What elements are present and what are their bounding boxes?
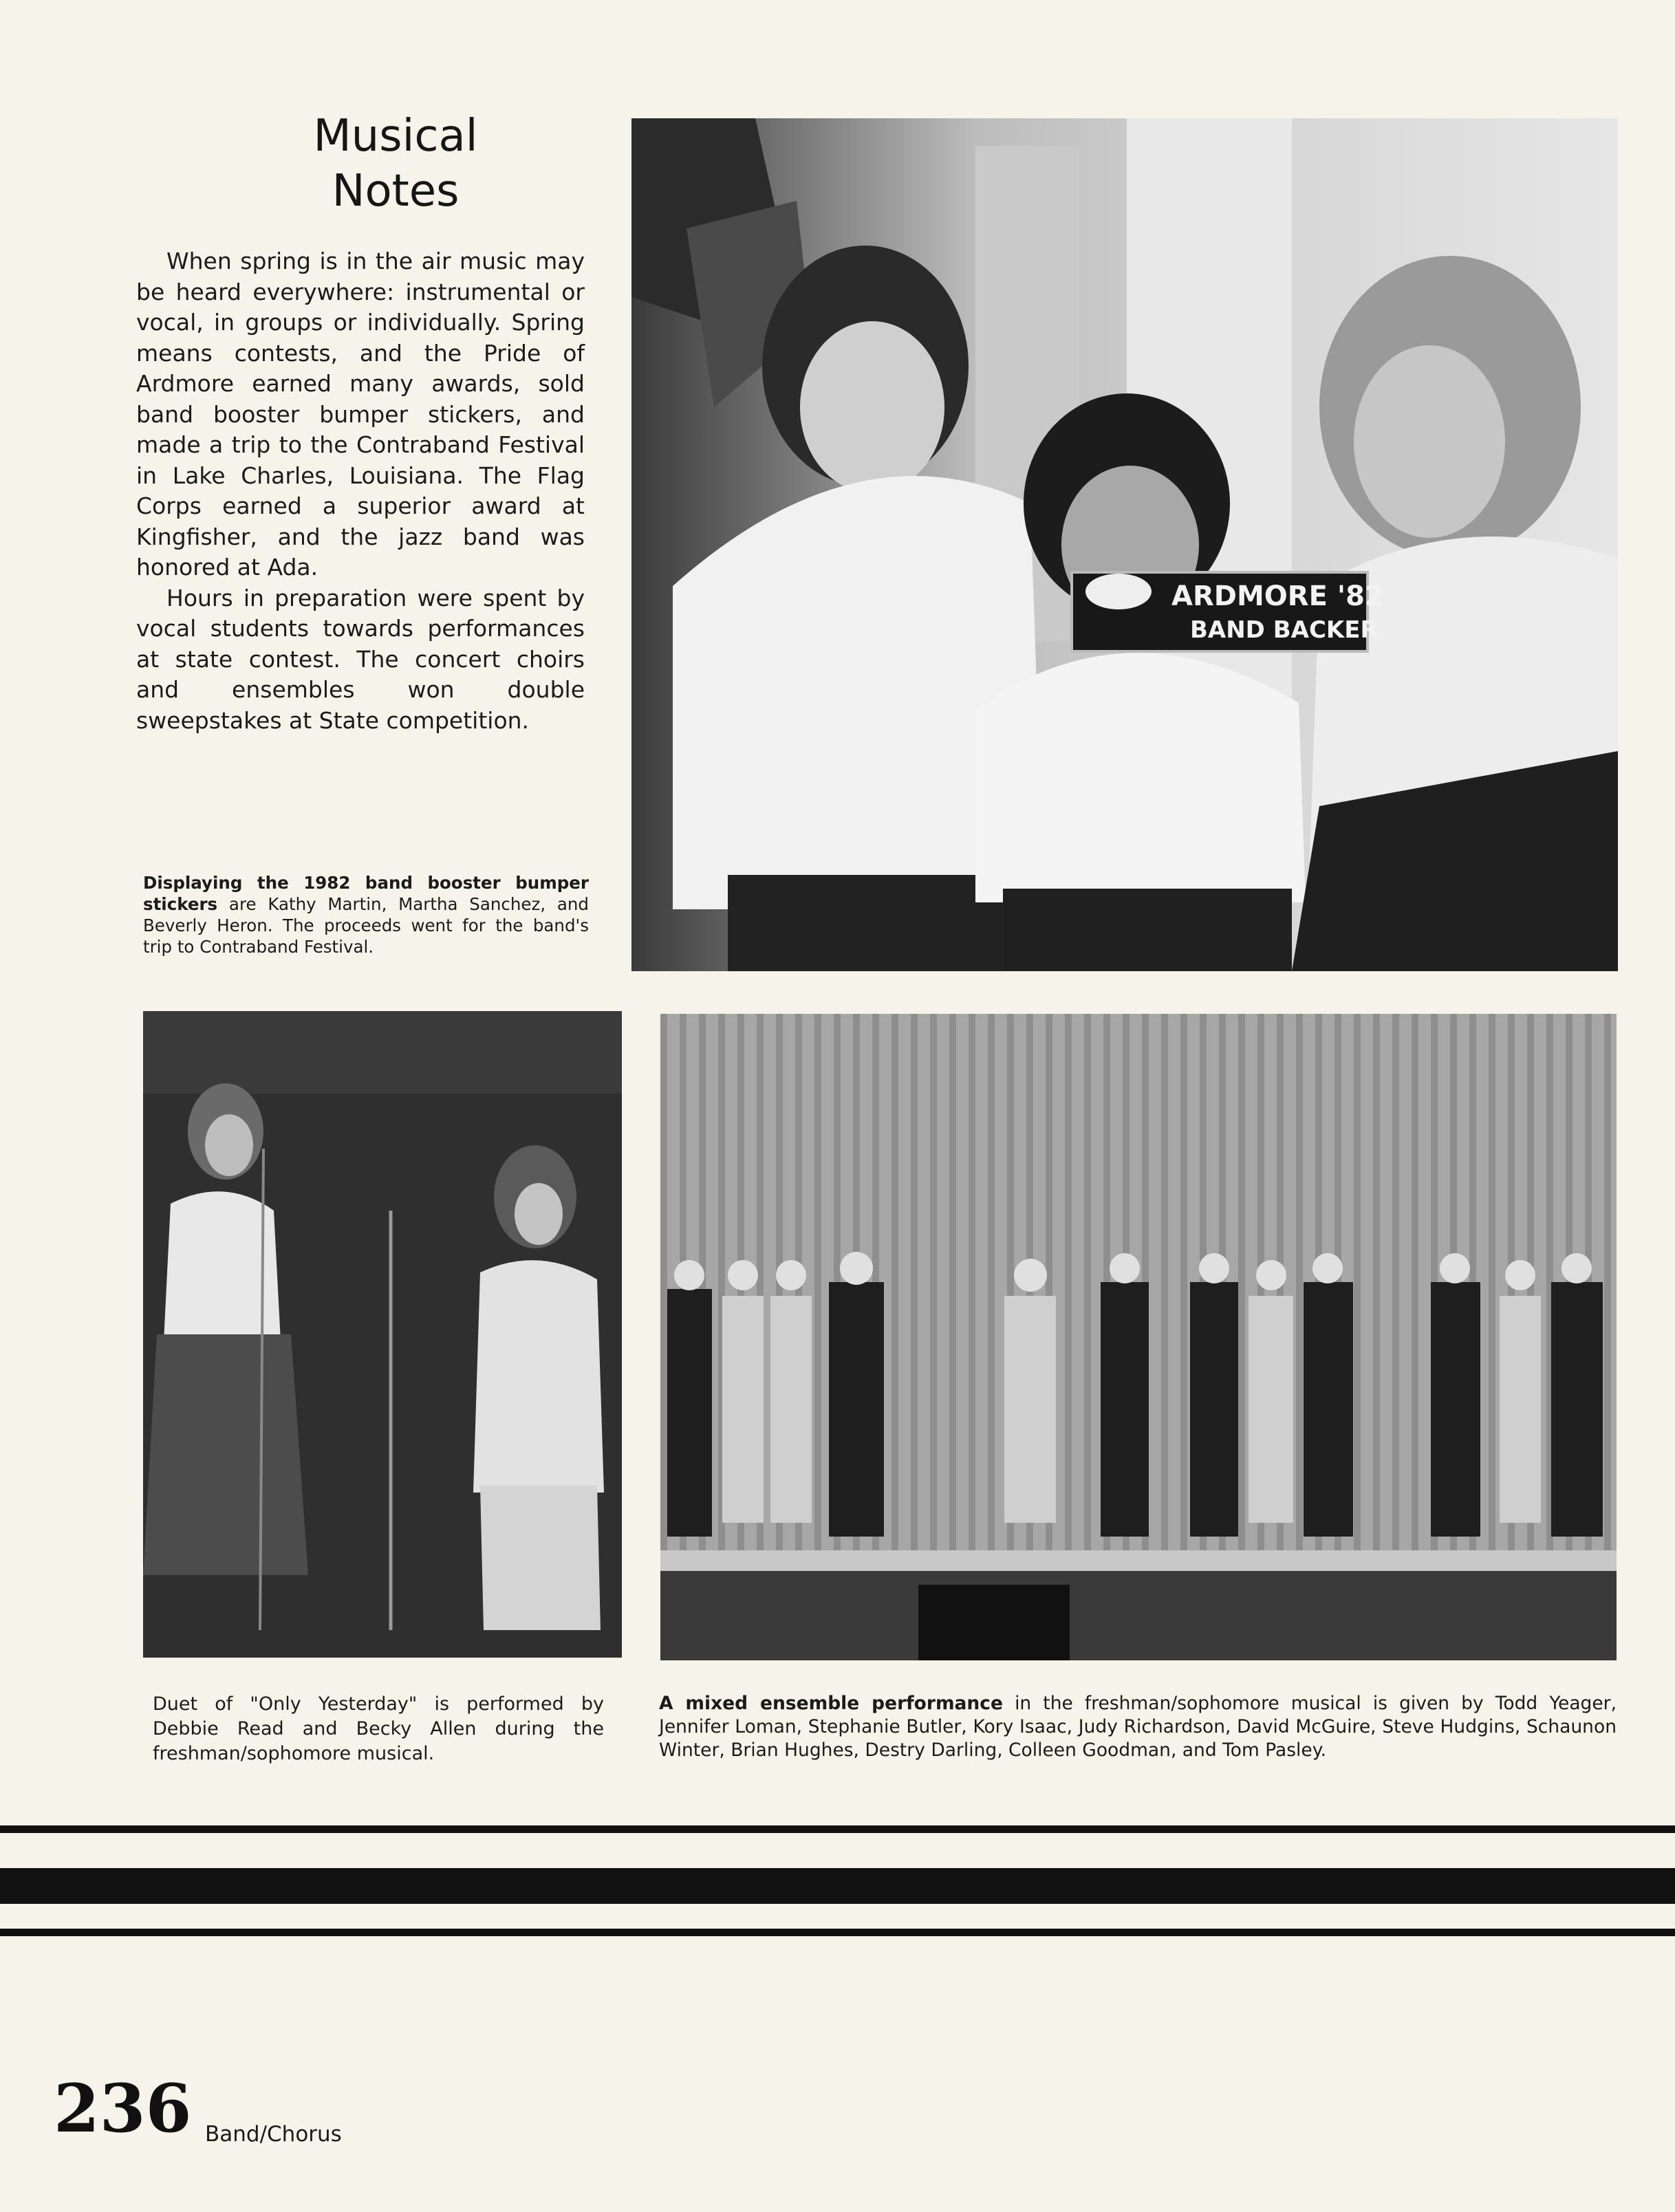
- ensemble-caption: [659, 1692, 1617, 1762]
- rule-thick: [0, 1868, 1675, 1904]
- bumper-sticker-line-2: BAND BACKER: [1190, 616, 1379, 644]
- section-name: Band/Chorus: [205, 2122, 342, 2147]
- page-title: [138, 109, 653, 219]
- duet-photo: [143, 1011, 622, 1658]
- caption-lead: Displaying the 1982 band booster bumper stickers: [143, 873, 589, 914]
- article-body: [136, 246, 585, 736]
- rule-top: [0, 1825, 1675, 1833]
- duet-caption: Duet of "Only Yesterday" is performed by Debbie Read and Becky Allen during the freshman/sophomore musical.: [153, 1693, 604, 1764]
- caption-lead: A mixed ensemble performance: [659, 1693, 1003, 1714]
- bumper-sticker-caption: [143, 872, 589, 957]
- bumper-sticker-photo: [631, 118, 1618, 971]
- caption-rest: are Kathy Martin, Martha Sanchez, and Beverly Heron. The proceeds went for the band's trip to Contraband Festival.: [143, 894, 589, 957]
- rule-bottom: [0, 1929, 1675, 1936]
- bumper-sticker-line-1: ARDMORE '82: [1171, 581, 1384, 612]
- ensemble-photo: [660, 1014, 1617, 1660]
- title-line-2: Notes: [332, 166, 460, 217]
- caption-rest: in the freshman/sophomore musical is given by Todd Yeager, Jennifer Loman, Stephanie Butler, Kory Isaac, Judy Richardson, David McGuire, Steve Hudgins, Schaunon Winter, Brian Hughes, Destry Darling, Colleen Goodman, and Tom Pasley.: [659, 1693, 1617, 1761]
- title-line-1: Musical: [313, 111, 478, 162]
- body-paragraph-1: When spring is in the air music may be heard everywhere: instrumental or vocal, in groups or individually. Spring means contests, and the Pride of Ardmore earned many awards, sold band booster bumper stickers, and made a trip to the Contraband Festival in Lake Charles, Louisiana. The Flag Corps earned a superior award at Kingfisher, and the jazz band was honored at Ada.: [136, 248, 585, 581]
- body-paragraph-2: Hours in preparation were spent by vocal students towards performances at state contest. The concert choirs and ensembles won double sweepstakes at State competition.: [136, 584, 585, 734]
- page-number: 236: [54, 2070, 192, 2147]
